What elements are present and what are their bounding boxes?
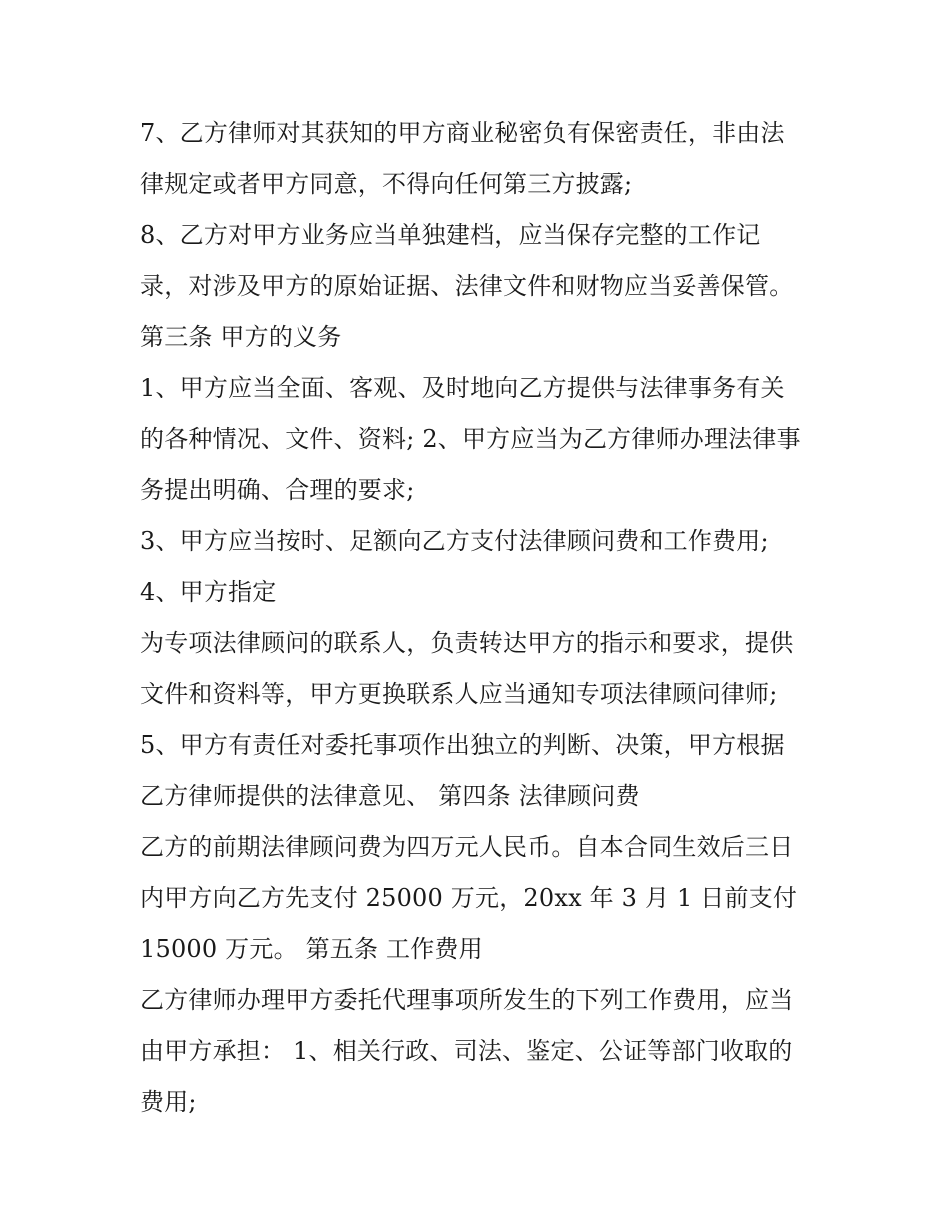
text-line: 文件和资料等，甲方更换联系人应当通知专项法律顾问律师;: [140, 680, 778, 708]
text-line: 费用;: [140, 1088, 197, 1116]
text-line: 1、甲方应当全面、客观、及时地向乙方提供与法律事务有关: [140, 374, 785, 402]
text-line: 乙方律师提供的法律意见、 第四条 法律顾问费: [140, 782, 640, 810]
section-heading: 第三条 甲方的义务: [140, 323, 342, 351]
text-line: 3、甲方应当按时、足额向乙方支付法律顾问费和工作费用;: [140, 527, 769, 555]
text-line: 由甲方承担： 1、相关行政、司法、鉴定、公证等部门收取的: [140, 1037, 793, 1065]
text-line: 4、甲方指定: [140, 578, 277, 606]
text-line: 7、乙方律师对其获知的甲方商业秘密负有保密责任，非由法: [140, 119, 785, 147]
document-body: [140, 108, 830, 1128]
text-line: 5、甲方有责任对委托事项作出独立的判断、决策，甲方根据: [140, 731, 785, 759]
text-line: 8、乙方对甲方业务应当单独建档，应当保存完整的工作记: [140, 221, 761, 249]
text-line: 律规定或者甲方同意，不得向任何第三方披露;: [140, 170, 633, 198]
text-line: 15000 万元。 第五条 工作费用: [140, 935, 483, 963]
text-line: 内甲方向乙方先支付 25000 万元，20xx 年 3 月 1 日前支付: [140, 884, 798, 912]
text-line: 为专项法律顾问的联系人，负责转达甲方的指示和要求，提供: [140, 629, 794, 657]
text-line: 录，对涉及甲方的原始证据、法律文件和财物应当妥善保管。: [140, 272, 794, 300]
text-line: 乙方的前期法律顾问费为四万元人民币。自本合同生效后三日: [140, 833, 794, 861]
text-line: 的各种情况、文件、资料; 2、甲方应当为乙方律师办理法律事: [140, 425, 801, 453]
text-line: 务提出明确、合理的要求;: [140, 476, 415, 504]
text-line: 乙方律师办理甲方委托代理事项所发生的下列工作费用，应当: [140, 986, 794, 1014]
